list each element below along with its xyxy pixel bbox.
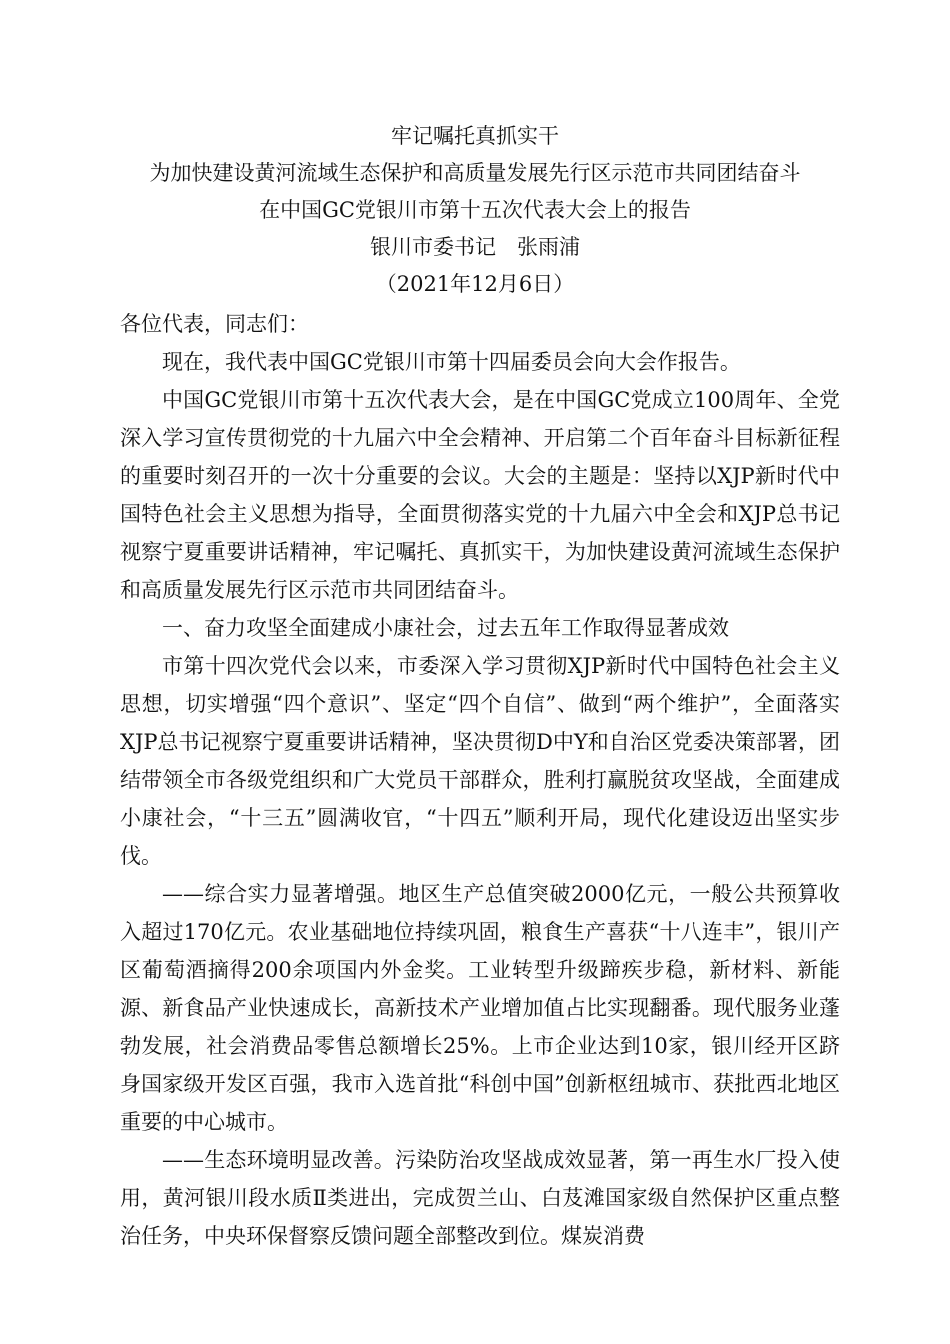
report-subtitle: 为加快建设黄河流域生态保护和高质量发展先行区示范市共同团结奋斗 (149, 161, 801, 185)
paragraph: 中国GC党银川市第十五次代表大会，是在中国GC党成立100周年、全党深入学习宣传贯彻党的十九届六中全会精神、开启第二个百年奋斗目标新征程的重要时刻召开的一次十分重要的会议。大会的主题是：坚持以XJP新时代中国特色社会主义思想为指导，全面贯彻落实党的十九届六中全会和XJP总书记视察宁夏重要讲话精神，牢记嘱托、真抓实干，为加快建设黄河流域生态保护和高质量发展先行区示范市共同团结奋斗。 (120, 388, 840, 602)
report-author: 银川市委书记 张雨浦 (370, 235, 580, 259)
report-header (0, 118, 950, 303)
paragraph: 现在，我代表中国GC党银川市第十四届委员会向大会作报告。 (162, 350, 741, 374)
paragraph: 市第十四次党代会以来，市委深入学习贯彻XJP新时代中国特色社会主义思想，切实增强“四个意识”、坚定“四个自信”、做到“两个维护”，全面落实XJP总书记视察宁夏重要讲话精神，坚决贯彻D中Y和自治区党委决策部署，团结带领全市各级党组织和广大党员干部群众，胜利打赢脱贫攻坚战，全面建成小康社会，“十三五”圆满收官，“十四五”顺利开局，现代化建设迈出坚实步伐。 (120, 654, 840, 868)
section-heading: 一、奋力攻坚全面建成小康社会，过去五年工作取得显著成效 (162, 616, 729, 640)
report-occasion: 在中国GC党银川市第十五次代表大会上的报告 (259, 198, 691, 222)
report-body (120, 305, 840, 1255)
paragraph: ——综合实力显著增强。地区生产总值突破2000亿元，一般公共预算收入超过170亿元。农业基础地位持续巩固，粮食生产喜获“十八连丰”，银川产区葡萄酒摘得200余项国内外金奖。工业转型升级蹄疾步稳，新材料、新能源、新食品产业快速成长，高新技术产业增加值占比实现翻番。现代服务业蓬勃发展，社会消费品零售总额增长25%。上市企业达到10家，银川经开区跻身国家级开发区百强，我市入选首批“科创中国”创新枢纽城市、获批西北地区重要的中心城市。 (120, 882, 840, 1134)
report-date: （2021年12月6日） (375, 272, 575, 296)
paragraph: ——生态环境明显改善。污染防治攻坚战成效显著，第一再生水厂投入使用，黄河银川段水质Ⅱ类进出，完成贺兰山、白芨滩国家级自然保护区重点整治任务，中央环保督察反馈问题全部整改到位。煤炭消费 (120, 1148, 840, 1248)
report-title: 牢记嘱托真抓实干 (391, 124, 559, 148)
salutation: 各位代表，同志们： (120, 312, 309, 336)
